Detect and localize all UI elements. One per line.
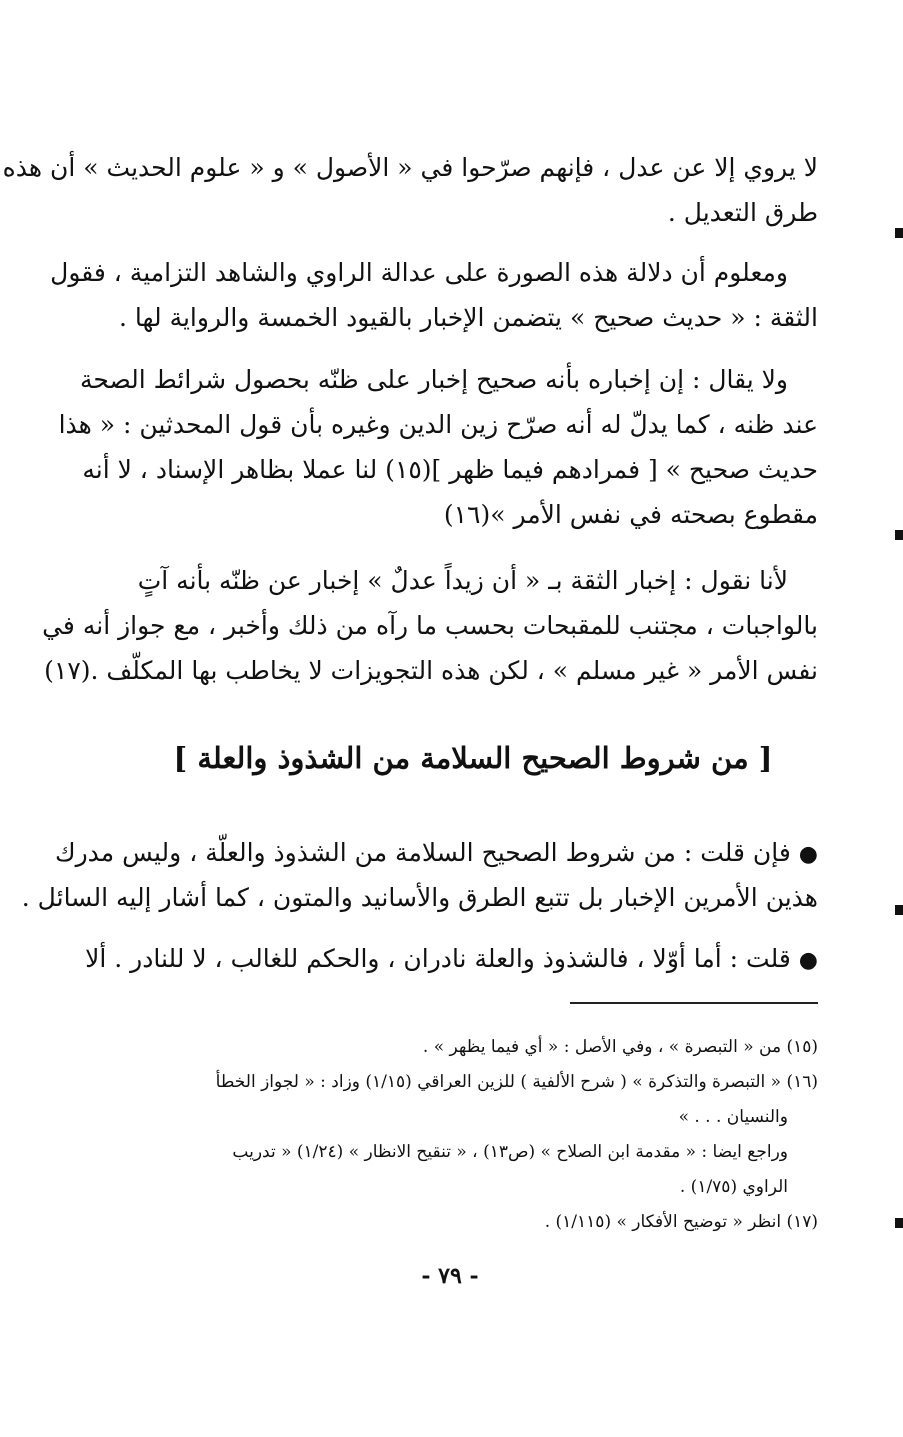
paragraph-6 [85,936,818,981]
scan-edge-mark [895,228,903,238]
footnote-divider [570,1002,818,1004]
footnote-16-continued: والنسيان . . . » [678,1107,788,1127]
paragraph-4 [42,558,818,693]
footnote-16-continued: الراوي (١/٧٥) . [679,1177,788,1197]
footnote-16: (١٦) « التبصرة والتذكرة » ( شرح الألفية ) للزين العراقي (١/١٥) وزاد : « لجواز الخطأ [215,1072,818,1092]
footnote-16-continued: وراجع ايضا : « مقدمة ابن الصلاح » (ص١٣) ، « تنقيح الانظار » (١/٢٤) « تدريب [232,1142,788,1162]
text-line: هذين الأمرين الإخبار بل تتبع الطرق والأسانيد والمتون ، كما أشار إليه السائل . [21,883,818,912]
text-line: لأنا نقول : إخبار الثقة بـ « أن زيداً عدلٌ » إخبار عن ظنّه بأنه آتٍ [137,566,788,595]
paragraph-3 [58,357,818,537]
text-line: ومعلوم أن دلالة هذه الصورة على عدالة الراوي والشاهد التزامية ، فقول [50,258,788,287]
text-line: عند ظنه ، كما يدلّ له أنه صرّح زين الدين وغيره بأن قول المحدثين : « هذا [58,410,818,439]
text-span: قلت : أما أوّلا ، فالشذوذ والعلة نادران ، والحكم للغالب ، لا للنادر . ألا [85,944,791,973]
paragraph-1 [2,145,818,235]
text-line: حديث صحيح » [ فمرادهم فيما ظهر ](١٥) لنا عملا بظاهر الإسناد ، لا أنه [82,455,818,484]
paragraph-5 [21,830,818,920]
text-line [85,936,818,981]
text-line [55,830,818,875]
scan-edge-mark [895,905,903,915]
text-line: مقطوع بصحته في نفس الأمر »(١٦) [443,500,818,529]
text-line: بالواجبات ، مجتنب للمقبحات بحسب ما رآه من ذلك وأخبر ، مع جواز أنه في [42,611,818,640]
footnote-15: (١٥) من « التبصرة » ، وفي الأصل : « أي فيما يظهر » . [422,1037,818,1057]
bullet-icon: ● [798,948,818,973]
text-line: الثقة : « حديث صحيح » يتضمن الإخبار بالقيود الخمسة والرواية لها . [118,303,818,332]
section-heading: [ من شروط الصحيح السلامة من الشذوذ والعلة ] [173,741,773,775]
text-line: ولا يقال : إن إخباره بأنه صحيح إخبار على ظنّه بحصول شرائط الصحة [79,365,788,394]
page-number: - ٧٩ - [421,1263,479,1289]
footnote-17: (١٧) انظر « توضيح الأفكار » (١/١١٥) . [544,1212,818,1232]
paragraph-2 [50,250,818,340]
bullet-icon: ● [798,842,818,867]
text-line: نفس الأمر « غير مسلم » ، لكن هذه التجويزات لا يخاطب بها المكلّف .(١٧) [44,656,818,685]
text-line: لا يروي إلا عن عدل ، فإنهم صرّحوا في « الأصول » و « علوم الحديث » أن هذه [2,153,818,182]
scan-edge-mark [895,530,903,540]
footnotes [120,1030,818,1240]
text-span: فإن قلت : من شروط الصحيح السلامة من الشذوذ والعلّة ، وليس مدرك [55,838,791,867]
text-line: طرق التعديل . [667,198,818,227]
scan-edge-mark [895,1218,903,1228]
